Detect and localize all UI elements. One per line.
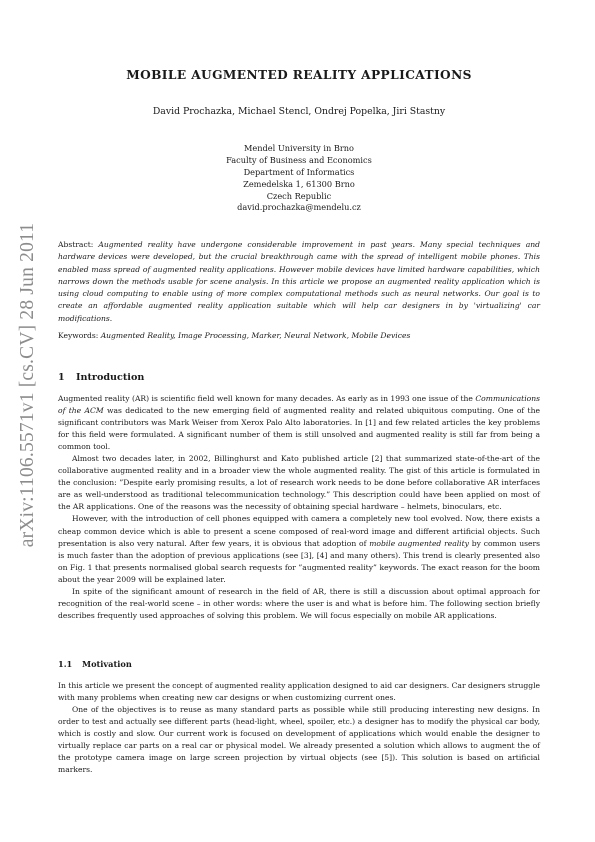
section-title: Introduction — [76, 372, 145, 383]
affiliation-address: Zemedelska 1, 61300 Brno — [243, 178, 355, 189]
abstract — [58, 239, 540, 325]
motivation-body — [58, 680, 540, 776]
subsection-heading-motivation — [58, 659, 540, 669]
paragraph: In this article we present the concept of augmented reality application designed to aid car designers. Car designers struggle with many problems when creating new car designs or when customizing current ones. — [58, 681, 540, 703]
subsection-number: 1.1 — [58, 659, 73, 669]
author-email: david.prochazka@mendelu.cz — [237, 202, 361, 213]
paragraph-text: by common users is much faster than the adoption of previous applications (see [3], [4] and many others). This trend is clearly presented also on Fig. 1 that presents normalised global search requests for ”augmented reality” keywords. The exact reason for the boom about the year 2009 will be explained later. — [58, 538, 541, 584]
paragraph — [58, 393, 540, 453]
paragraph-emphasis: Communications of the ACM — [58, 394, 540, 416]
paragraph-text: was dedicated to the new emerging field of augmented reality and related ubiquitous computing. One of the significant contributors was Mark Weiser from Xerox Palo Alto laboratories. In [1] and few related articles the key problems for this field were formulated. A significant number of them is still unsolved and augmented reality is still far from being a common tool. — [58, 406, 540, 452]
abstract-label: Abstract: — [58, 240, 99, 249]
keywords-label: Keywords: — [58, 331, 101, 340]
paragraph: Almost two decades later, in 2002, Billinghurst and Kato published article [2] that summarized state-of-the-art of the collaborative augmented reality and in a broader view the whole augmented reality. The gist of this article is formulated in the conclusion: ”Despite early promising results, a lot of research work needs to be done before collaborative AR interfaces are as well-understood as traditional telecommunication technology.” This description could have been applied on most of the AR applications. One of the reasons was the necessity of obtaining special hardware – helmets, binoculars, etc. — [58, 454, 540, 512]
paragraph-text: However, with the introduction of cell phones equipped with camera a completely new tool evolved. Now, there exists a cheap common device which is able to present a scene composed of real-word image and different artificial objects. Such presentation is also very natural. After few years, it is obvious that adoption of — [58, 514, 540, 548]
paragraph — [58, 513, 540, 585]
section-heading-introduction — [58, 372, 540, 383]
paragraph-emphasis: mobile augmented reality — [369, 538, 469, 548]
keywords-text: Augmented Reality, Image Processing, Marker, Neural Network, Mobile Devices — [100, 331, 411, 340]
paper-title: MOBILE AUGMENTED REALITY APPLICATIONS — [126, 68, 472, 82]
introduction-body — [58, 393, 540, 622]
paragraph: One of the objectives is to reuse as many standard parts as possible while still producing interesting new designs. In order to test and actually see different parts (head-light, wheel, spoiler, etc.) a designer has to modify the physical car body, which is costly and slow. Our current work is focused on development of applications which would enable the designer to virtually replace car parts on a real car or physical model. We already presented a solution which allows to augment the of the prototype camera image on large screen projection by virtual objects (see [5]). This solution is based on artificial markers. — [58, 705, 540, 775]
section-number: 1 — [58, 372, 65, 383]
subsection-title: Motivation — [82, 659, 132, 669]
arxiv-identifier-text: arXiv:1106.5571v1 [cs.CV] 28 Jun 2011 — [17, 222, 38, 548]
arxiv-identifier-stamp — [8, 170, 48, 600]
affiliation-country: Czech Republic — [266, 190, 332, 201]
affiliation-faculty: Faculty of Business and Economics — [226, 154, 372, 165]
affiliation-department: Department of Informatics — [243, 166, 355, 177]
affiliation-block — [58, 143, 540, 214]
affiliation-university: Mendel University in Brno — [244, 143, 354, 153]
keywords — [58, 330, 540, 342]
abstract-text: Augmented reality have undergone considerable improvement in past years. Many special techniques and hardware devices were developed, but the crucial breakthrough came with the spread of intelligent mobile phones. This enabled mass spread of augmented reality applications. However mobile devices have limited hardware capabilities, which narrows down the methods usable for scene analysis. In this article we propose an augmented reality application which is using cloud computing to enable using of more complex computational methods such as neural networks. Our goal is to create an affordable augmented reality application suitable which will help car designers in by 'virtualizing' car modifications. — [58, 240, 540, 323]
paragraph-text: Augmented reality (AR) is scientific field well known for many decades. As early as in 1993 one issue of the — [58, 394, 476, 403]
author-list: David Prochazka, Michael Stencl, Ondrej Popelka, Jiri Stastny — [152, 106, 446, 117]
paragraph: In spite of the significant amount of research in the field of AR, there is still a discussion about optimal approach for recognition of the real-world scene – in other words: where the user is and what is before him. The following section briefly describes frequently used approaches of solving this problem. We will focus especially on mobile AR applications. — [58, 586, 540, 620]
